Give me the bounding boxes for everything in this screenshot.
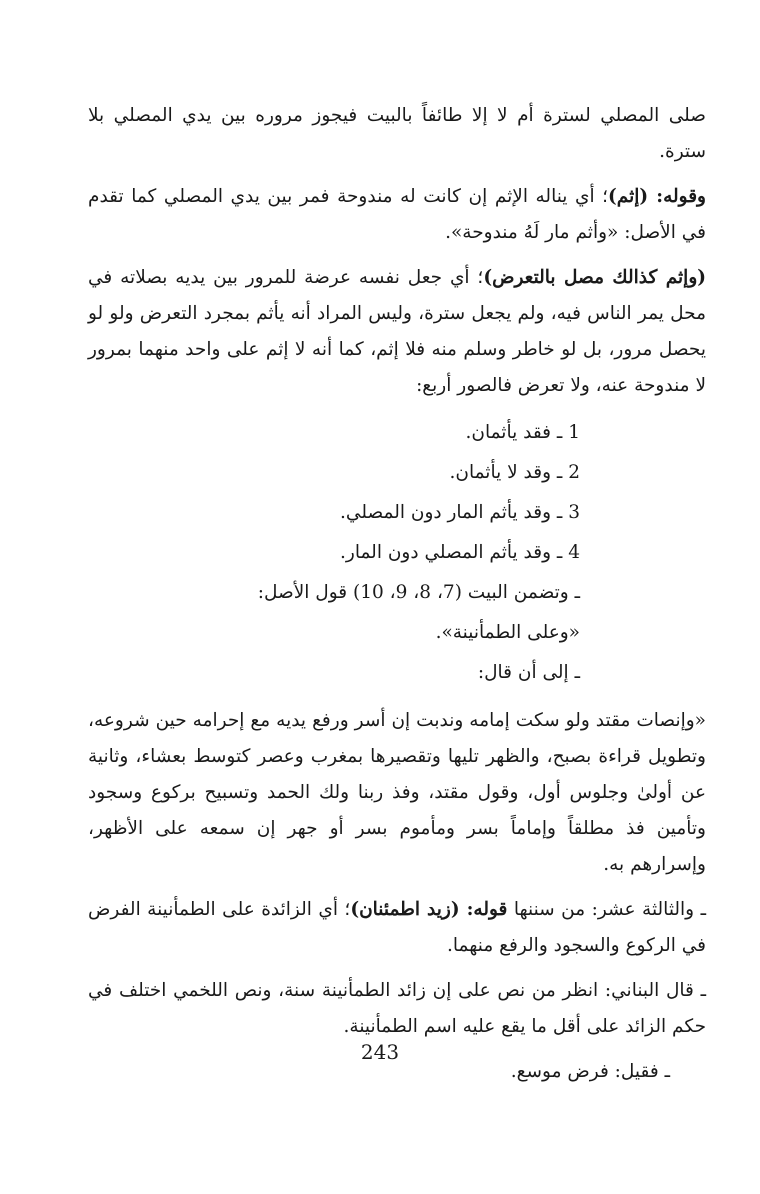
paragraph-3-text: ؛ أي جعل نفسه عرضة للمرور بين يديه بصلاته في محل يمر الناس فيه، ولم يجعل سترة، وليس المراد أنه يأثم بمجرد التعرض ولو لو يحصل مرور، بل لو خاطر وسلم منه فلا إثم، كما أنه لا إثم على واحد منهما بمرور لا مندوحة عنه، ولا تعرض فالصور أربع: bbox=[88, 267, 706, 396]
paragraph-5-pre: ـ والثالثة عشر: من سننها bbox=[507, 899, 706, 920]
list-item: «وعلى الطمأنينة». bbox=[435, 622, 580, 643]
list-item: ـ إلى أن قال: bbox=[477, 662, 580, 683]
list-item: 3 ـ وقد يأثم المار دون المصلي. bbox=[340, 502, 580, 523]
paragraph-1 bbox=[88, 98, 706, 170]
paragraph-3 bbox=[88, 260, 706, 404]
page-body bbox=[88, 98, 706, 1099]
paragraph-1-text: صلى المصلي لسترة أم لا إلا طائفاً بالبيت فيجوز مروره بين يدي المصلي بلا سترة. bbox=[88, 105, 706, 162]
paragraph-7-text: ـ فقيل: فرض موسع. bbox=[510, 1061, 670, 1082]
list-item: 1 ـ فقد يأثمان. bbox=[465, 422, 580, 443]
paragraph-6-text: ـ قال البناني: انظر من نص على إن زائد الطمأنينة سنة، ونص اللخمي اختلف في حكم الزائد على أقل ما يقع عليه اسم الطمأنينة. bbox=[88, 980, 706, 1037]
paragraph-2 bbox=[88, 179, 706, 251]
page-number: 243 bbox=[360, 1040, 400, 1064]
paragraph-2-lead: وقوله: (إثم) bbox=[608, 186, 706, 207]
list-item: ـ وتضمن البيت (7، 8، 9، 10) قول الأصل: bbox=[257, 582, 580, 603]
list-item: 4 ـ وقد يأثم المصلي دون المار. bbox=[340, 542, 580, 563]
paragraph-2-text: ؛ أي يناله الإثم إن كانت له مندوحة فمر بين يدي المصلي كما تقدم في الأصل: «وأثم مار لَهُ مندوحة». bbox=[88, 186, 706, 243]
paragraph-5-lead: قوله: (زيد اطمئنان) bbox=[350, 899, 508, 920]
paragraph-5 bbox=[88, 892, 706, 964]
paragraph-5-text: ؛ أي الزائدة على الطمأنينة الفرض في الركوع والسجود والرفع منهما. bbox=[88, 899, 706, 956]
list-item: 2 ـ وقد لا يأثمان. bbox=[449, 462, 580, 483]
paragraph-4-text: «وإنصات مقتد ولو سكت إمامه وندبت إن أسر ورفع يديه مع إحرامه حين شروعه، وتطويل قراءة بصبح، والظهر تليها وتقصيرها بمغرب وعصر كتوسط بعشاء، وثانية عن أولىٰ وجلوس أول، وقول مقتد، وفذ ربنا ولك الحمد وتسبيح بركوع وسجود وتأمين فذ مطلقاً وإماماً بسر ومأموم بسر أو جهر إن سمعه على الأظهر، وإسرارهم به. bbox=[88, 710, 706, 875]
enumerated-list bbox=[88, 413, 706, 693]
paragraph-3-lead: (وإثم كذالك مصل بالتعرض) bbox=[483, 267, 707, 288]
paragraph-4 bbox=[88, 703, 706, 883]
paragraph-6 bbox=[88, 973, 706, 1045]
